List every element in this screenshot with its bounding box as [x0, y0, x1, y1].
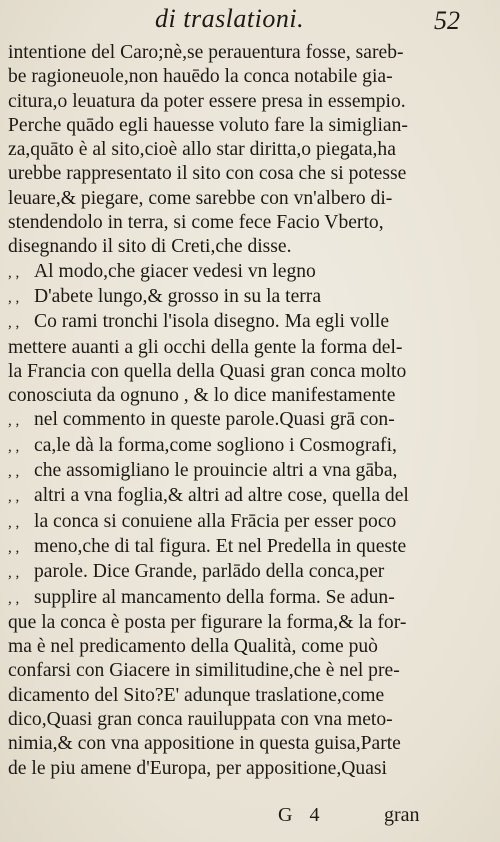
line-text: D'abete lungo,& grosso in su la terra: [34, 285, 322, 307]
page-number: 52: [434, 6, 460, 35]
line-text: dico,Quasi gran conca rauiluppata con vna meto-: [8, 709, 393, 731]
text-line: [8, 310, 460, 335]
quotation-mark: , ,: [8, 413, 20, 430]
text-line: [8, 65, 460, 89]
line-text: Al modo,che giacer vedesi vn legno: [34, 260, 316, 282]
quotation-mark: , ,: [8, 315, 20, 332]
line-text: la conca si conuiene alla Frācia per esser poco: [34, 510, 397, 532]
line-text: disegnando il sito di Creti,che disse.: [8, 236, 292, 258]
text-line: [8, 708, 460, 732]
catchword: gran: [384, 804, 420, 826]
text-line: [8, 360, 460, 384]
line-text: la Francia con quella della Quasi gran conca molto: [8, 360, 407, 382]
line-text: leuare,& piegare, come sarebbe con vn'albero di-: [8, 187, 393, 209]
text-line: [8, 659, 460, 683]
text-line: [8, 114, 460, 138]
line-text: citura,o leuatura da poter essere presa in essempio.: [8, 90, 406, 112]
running-head: di traslationi.: [155, 4, 305, 33]
text-line: [8, 684, 460, 708]
text-line: [8, 611, 460, 635]
line-text: intentione del Caro;nè,se perauentura fosse, sareb-: [8, 42, 404, 63]
text-line: [8, 211, 460, 235]
line-text: mettere auanti a gli occhi della gente la forma del-: [8, 336, 403, 358]
text-line: [8, 90, 460, 114]
line-text: altri a vna foglia,& altri ad altre cose, quella del: [34, 485, 409, 507]
text-line: [8, 384, 460, 408]
text-line: [8, 408, 460, 433]
text-line: [8, 459, 460, 484]
text-line: [8, 586, 460, 611]
text-line: [8, 162, 460, 186]
line-text: de le piu amene d'Europa, per appositione,Quasi: [8, 757, 387, 779]
text-line: [8, 484, 460, 509]
line-text: nimia,& con vna appositione in questa guisa,Parte: [8, 733, 401, 755]
line-text: Perche quādo egli hauesse voluto fare la simiglian-: [8, 114, 408, 136]
text-line: [8, 285, 460, 310]
text-line: [8, 635, 460, 659]
quotation-mark: , ,: [8, 438, 20, 455]
text-line: [8, 757, 460, 781]
text-line: [8, 560, 460, 585]
line-text: meno,che di tal figura. Et nel Predella in queste: [34, 535, 407, 557]
text-line: [8, 260, 460, 285]
line-text: stendendolo in terra, si come fece Facio Vberto,: [8, 212, 384, 234]
line-text: ca,le dà la forma,come sogliono i Cosmografi,: [34, 434, 397, 456]
text-line: [8, 434, 460, 459]
line-text: Co rami tronchi l'isola disegno. Ma egli volle: [34, 311, 390, 333]
quotation-mark: , ,: [8, 489, 20, 506]
text-line: [8, 138, 460, 162]
quotation-mark: , ,: [8, 289, 20, 306]
line-text: za,quāto è al sito,cioè allo star diritta,o piegata,ha: [8, 139, 396, 161]
quotation-mark: , ,: [8, 464, 20, 481]
page-header: [0, 4, 500, 40]
line-text: urebbe rappresentato il sito con cosa che si potesse: [8, 163, 407, 185]
text-line: [8, 336, 460, 360]
text-line: [8, 41, 460, 65]
line-text: nel commento in queste parole.Quasi grā con-: [34, 409, 395, 431]
line-text: supplire al mancamento della forma. Se adun-: [34, 586, 395, 608]
text-line: [8, 535, 460, 560]
quotation-mark: , ,: [8, 590, 20, 607]
line-text: conosciuta da ognuno , & lo dice manifestamente: [8, 385, 396, 407]
text-line: [8, 235, 460, 259]
text-line: [8, 187, 460, 211]
text-line: [8, 510, 460, 535]
line-text: ma è nel predicamento della Qualità, come può: [8, 636, 378, 658]
quotation-mark: , ,: [8, 514, 20, 531]
line-text: dicamento del Sito?E' adunque traslatione,come: [8, 684, 385, 706]
body-text: [8, 41, 460, 781]
quotation-mark: , ,: [8, 565, 20, 582]
quotation-mark: , ,: [8, 539, 20, 556]
line-text: confarsi con Giacere in similitudine,che è nel pre-: [8, 660, 400, 682]
text-line: [8, 732, 460, 756]
line-text: che assomigliano le prouincie altri a vna gāba,: [34, 460, 398, 482]
line-text: be ragioneuole,non hauēdo la conca notabile gia-: [8, 66, 393, 88]
quotation-mark: , ,: [8, 264, 20, 281]
page-footer: [0, 800, 500, 834]
signature-mark: G 4: [278, 804, 326, 826]
line-text: parole. Dice Grande, parlādo della conca,per: [34, 561, 385, 583]
line-text: que la conca è posta per figurare la forma,& la for-: [8, 611, 407, 633]
